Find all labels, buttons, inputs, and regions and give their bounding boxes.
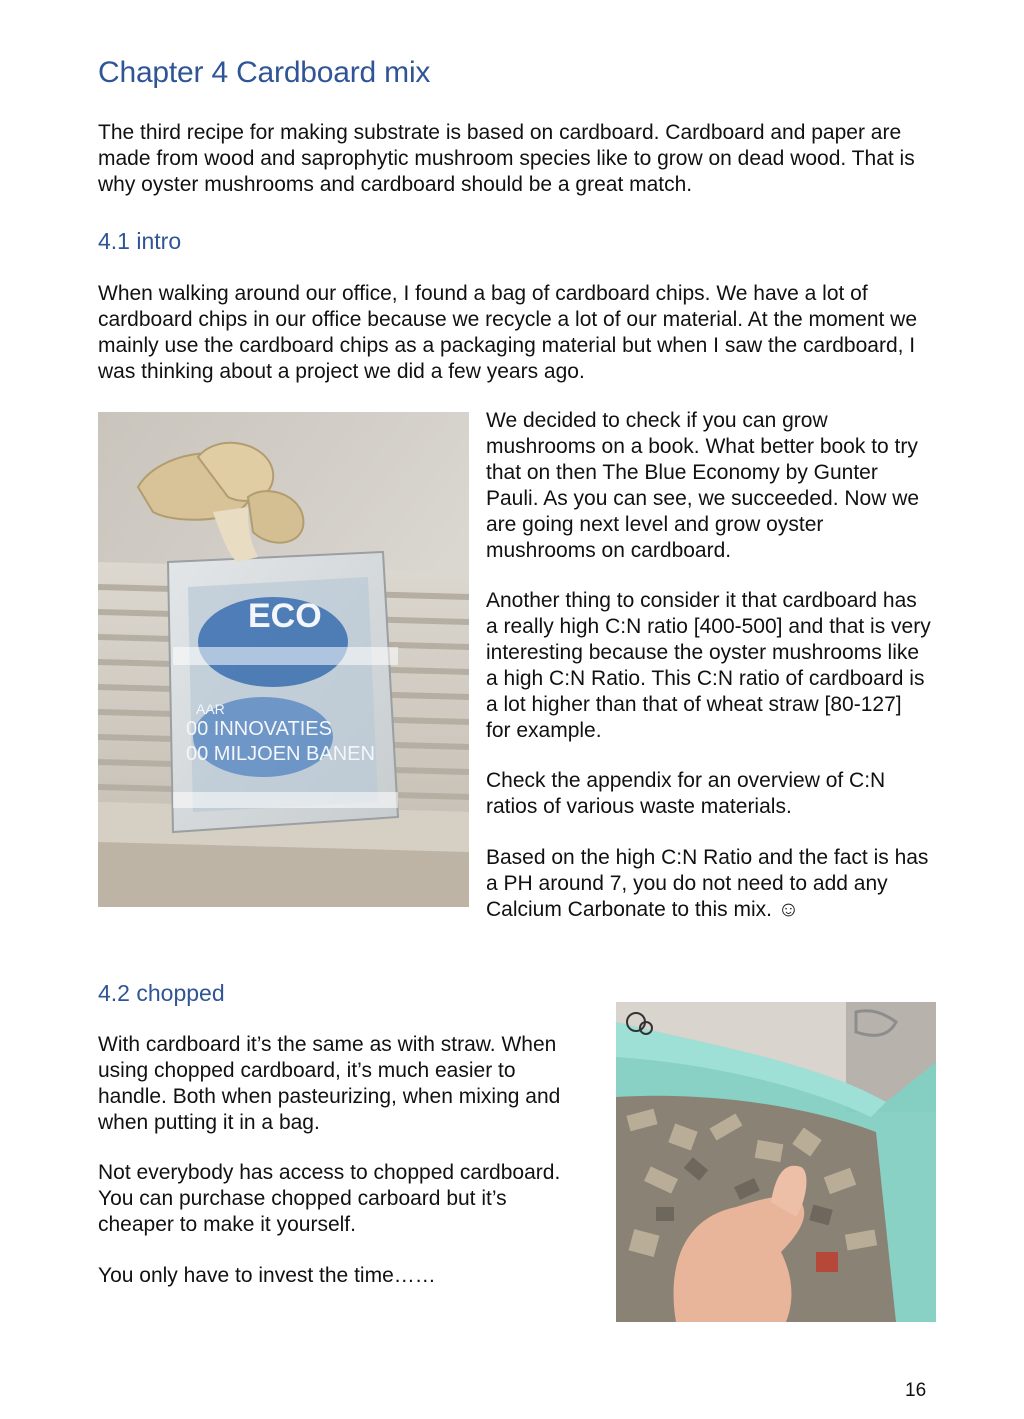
section-4-2-paragraph-3: You only have to invest the time…… xyxy=(98,1264,436,1287)
section-4-1-paragraph-2: We decided to check if you can grow mushrooms on a book. What better book to try that on then The Blue Economy by Gunter Pauli. As you can see, we succeeded. Now we are going next level and grow oyster mushrooms on cardboard. xyxy=(486,409,920,562)
chopped-cardboard-illustration xyxy=(616,1002,936,1322)
photo-text-eco: ECO xyxy=(248,597,322,635)
photo-text-aar: AAR xyxy=(196,701,225,717)
photo-text-miljoen: 00 MILJOEN BANEN xyxy=(186,743,375,765)
chopped-cardboard-photo xyxy=(616,1002,936,1322)
section-4-1-paragraph-5: Based on the high C:N Ratio and the fact is has a PH around 7, you do not need to add any Calcium Carbonate to this mix. ☺ xyxy=(486,846,929,921)
chapter-title: Chapter 4 Cardboard mix xyxy=(98,56,431,89)
mushroom-book-photo xyxy=(98,412,469,907)
section-4-2-paragraph-1: With cardboard it’s the same as with straw. When using chopped cardboard, it’s much easier to handle. Both when pasteurizing, when mixing and when putting it in a bag. xyxy=(98,1033,561,1134)
intro-paragraph: The third recipe for making substrate is based on cardboard. Cardboard and paper are made from wood and saprophytic mushroom species like to grow on dead wood. That is why oyster mushrooms and cardboard should be a great match. xyxy=(98,121,915,196)
section-heading-4-1: 4.1 intro xyxy=(98,228,182,254)
section-4-2-paragraph-2: Not everybody has access to chopped cardboard. You can purchase chopped carboard but it’s cheaper to make it yourself. xyxy=(98,1161,561,1236)
photo-text-innovaties: 00 INNOVATIES xyxy=(186,718,332,740)
mushroom-book-illustration xyxy=(98,412,469,907)
page-number: 16 xyxy=(905,1380,927,1401)
section-4-1-paragraph-3: Another thing to consider it that cardboard has a really high C:N ratio [400-500] and that is very interesting because the oyster mushrooms like a high C:N Ratio. This C:N ratio of cardboard is a lot higher than that of wheat straw [80-127] for example. xyxy=(486,589,931,742)
section-heading-4-2: 4.2 chopped xyxy=(98,980,225,1006)
section-4-1-paragraph-1: When walking around our office, I found a bag of cardboard chips. We have a lot of cardboard chips in our office because we recycle a lot of our material. At the moment we mainly use the cardboard chips as a packaging material but when I saw the cardboard, I was thinking about a project we did a few years ago. xyxy=(98,282,918,383)
section-4-1-paragraph-4: Check the appendix for an overview of C:N ratios of various waste materials. xyxy=(486,769,886,818)
